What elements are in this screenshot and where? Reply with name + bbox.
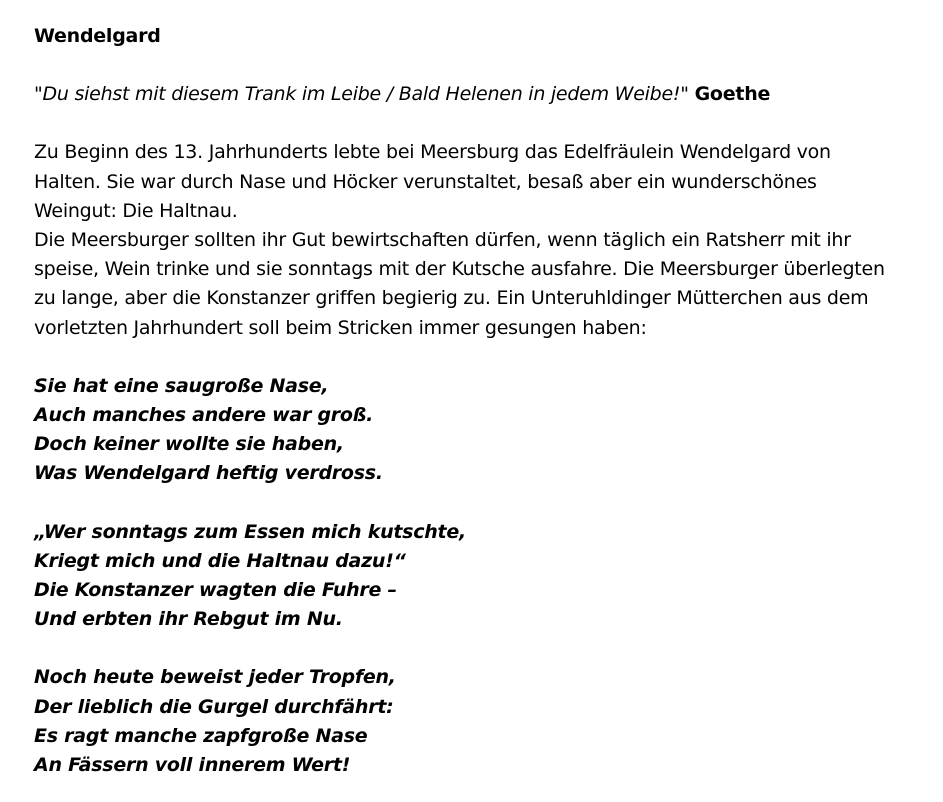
- paragraph-line: Die Meersburger sollten ihr Gut bewirtschaften dürfen, wenn täglich ein Ratsherr mit ihr: [34, 229, 851, 252]
- poem-line: Sie hat eine saugroße Nase,: [34, 374, 329, 397]
- poem-line: An Fässern voll innerem Wert!: [34, 754, 351, 777]
- poem-stanza-2: [34, 518, 940, 635]
- motto-quote: "Du siehst mit diesem Trank im Leibe / Bald Helenen in jedem Weibe!": [34, 83, 689, 106]
- paragraph-line: Halten. Sie war durch Nase und Höcker verunstaltet, besaß aber ein wunderschönes: [34, 170, 817, 193]
- poem-line: Und erbten ihr Rebgut im Nu.: [34, 608, 343, 631]
- document-title: Wendelgard: [34, 25, 161, 47]
- poem-line: Auch manches andere war groß.: [34, 404, 374, 427]
- paragraph-intro: [34, 138, 940, 226]
- paragraph-line: Weingut: Die Haltnau.: [34, 199, 238, 222]
- document-page: [34, 22, 940, 780]
- poem-stanza-3: [34, 663, 940, 780]
- paragraph-line: speise, Wein trinke und sie sonntags mit der Kutsche ausfahre. Die Meersburger überlegten: [34, 258, 885, 281]
- poem-stanza-1: [34, 372, 940, 489]
- paragraph-story: [34, 226, 940, 343]
- poem-line: Was Wendelgard heftig verdross.: [34, 462, 383, 485]
- paragraph-line: zu lange, aber die Konstanzer griffen begierig zu. Ein Unteruhldinger Mütterchen aus dem: [34, 287, 869, 310]
- paragraph-line: Zu Beginn des 13. Jahrhunderts lebte bei Meersburg das Edelfräulein Wendelgard von: [34, 141, 831, 164]
- poem-line: Kriegt mich und die Haltnau dazu!“: [34, 549, 406, 572]
- poem-line: Doch keiner wollte sie haben,: [34, 433, 344, 456]
- motto-author: Goethe: [694, 83, 771, 106]
- poem-line: Der lieblich die Gurgel durchfährt:: [34, 695, 394, 718]
- paragraph-line: vorletzten Jahrhundert soll beim Stricken immer gesungen haben:: [34, 316, 647, 339]
- poem-line: Noch heute beweist jeder Tropfen,: [34, 666, 396, 689]
- poem-line: „Wer sonntags zum Essen mich kutschte,: [34, 520, 466, 543]
- poem-line: Die Konstanzer wagten die Fuhre –: [34, 579, 397, 602]
- motto: [34, 80, 940, 109]
- poem-line: Es ragt manche zapfgroße Nase: [34, 724, 368, 747]
